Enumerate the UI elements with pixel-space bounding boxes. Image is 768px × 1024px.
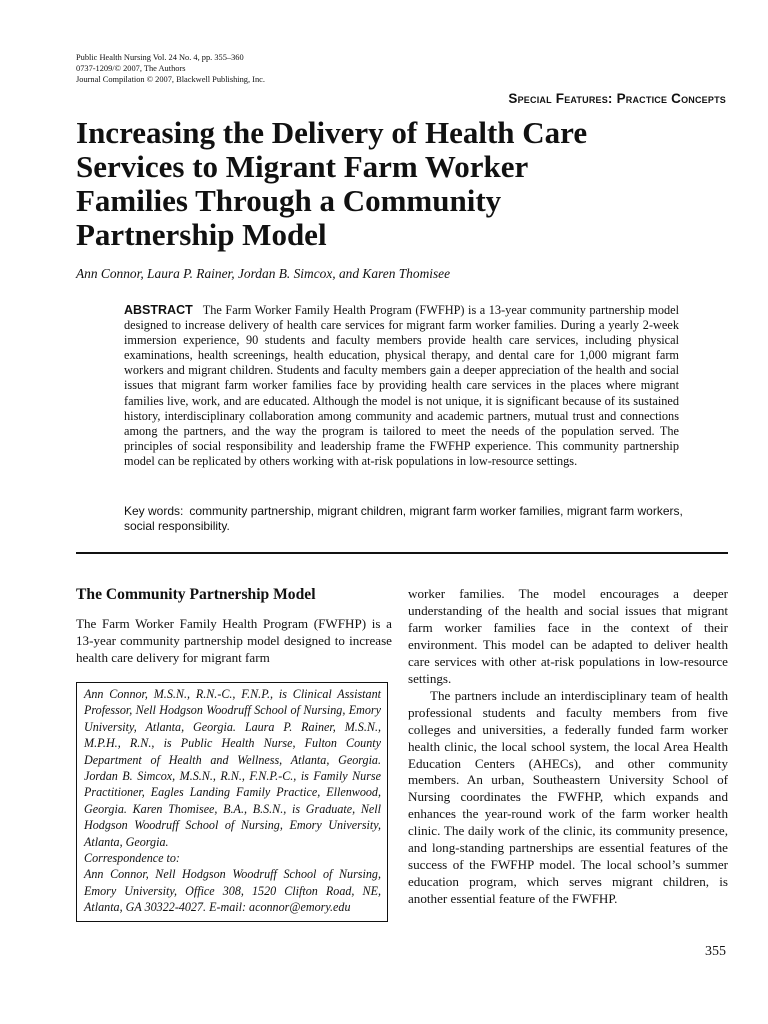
journal-citation [76,52,265,85]
abstract [124,303,679,469]
author-affiliations: Ann Connor, M.S.N., R.N.-C., F.N.P., is Clinical Assistant Professor, Nell Hodgson Woodruff School of Nursing, Emory University, Atlanta, Georgia. Laura P. Rainer, M.S.N., M.P.H., R.N., is Public Health Nurse, Fulton County Department of Health and Wellness, Atlanta, Georgia. Jordan B. Simcox, M.S.N., R.N., F.N.P.-C., is Family Nurse Practitioner, Eagles Landing Family Practice, Ellenwood, Georgia. Karen Thomisee, B.A., B.S.N., is Graduate, Nell Hodgson Woodruff School of Nursing, Emory University, Atlanta, Georgia. [84,687,381,849]
keywords-label: Key words: [124,504,184,518]
journal-line-1: Public Health Nursing Vol. 24 No. 4, pp. 355–360 [76,53,244,62]
body-paragraph: The partners include an interdisciplinary team of health professional students and faculty members from five colleges and universities, a federally funded farm worker health clinic, the local school system, the local Area Health Education Centers (AHECs), and other community members. An urban, Southeastern University School of Nursing coordinates the FWFHP, which expands and enhances the year-round work of the farm worker health clinic. The daily work of the clinic, its community presence, and long-standing partnerships are essential features of the success of the FWFHP model. The local school’s summer education program, which serves migrant children, is another essential feature of the FWFHP. [408,687,728,907]
body-paragraph: The Farm Worker Family Health Program (FWFHP) is a 13-year community partnership model designed to increase health care delivery for migrant farm [76,616,392,665]
right-column [408,586,728,908]
left-column-text [76,616,392,667]
title-line: Partnership Model [76,217,327,252]
article-title [76,116,736,252]
keywords-text: community partnership, migrant children, migrant farm worker families, migrant farm workers, social responsibility. [124,504,683,533]
section-divider [76,552,728,554]
correspondence-address: Ann Connor, Nell Hodgson Woodruff School of Nursing, Emory University, Office 308, 1520 Clifton Road, NE, Atlanta, GA 30322-4027. E-mail: aconnor@emory.edu [84,867,381,915]
author-info-box [76,682,388,922]
body-paragraph: worker families. The model encourages a deeper understanding of the health and social issues that migrant farm worker families face in the context of their environment. This model can be adapted to deliver health care services with other at-risk populations in low-resource settings. [408,586,728,686]
correspondence-label: Correspondence to: [84,851,180,866]
title-line: Families Through a Community [76,183,502,218]
left-column [76,586,392,667]
section-heading: The Community Partnership Model [76,586,316,603]
abstract-text: The Farm Worker Family Health Program (FWFHP) is a 13-year community partnership model designed to increase delivery of health care services for migrant farm worker families. During a yearly 2-week immersion experience, 90 students and faculty members provide health care services, including physical examinations, health screenings, health education, physical therapy, and dental care for 1,000 migrant farm workers and migrant children. Students and faculty members gain a deeper appreciation of the health and social issues that migrant farm worker families face by providing health care services in the places where migrant families live, work, and are educated. Although the model is not unique, it is significant because of its sustained history, interdisciplinary collaboration among community and academic partners, mutual trust and connections among the partners, and the way the program is tailored to meet the needs of the population served. The principles of social responsibility and leadership frame the FWFHP experience. This community partnership model can be replicated by others working with at-risk populations in low-resource settings. [124,303,679,468]
title-line: Increasing the Delivery of Health Care [76,115,588,150]
author-list: Ann Connor, Laura P. Rainer, Jordan B. Simcox, and Karen Thomisee [76,266,451,281]
title-line: Services to Migrant Farm Worker [76,149,529,184]
journal-line-3: Journal Compilation © 2007, Blackwell Publishing, Inc. [76,75,265,84]
abstract-label: ABSTRACT [124,303,193,317]
section-label: Special Features: Practice Concepts [508,91,726,106]
journal-line-2: 0737-1209/© 2007, The Authors [76,64,186,73]
page-number: 355 [705,944,726,959]
keywords [124,504,684,534]
